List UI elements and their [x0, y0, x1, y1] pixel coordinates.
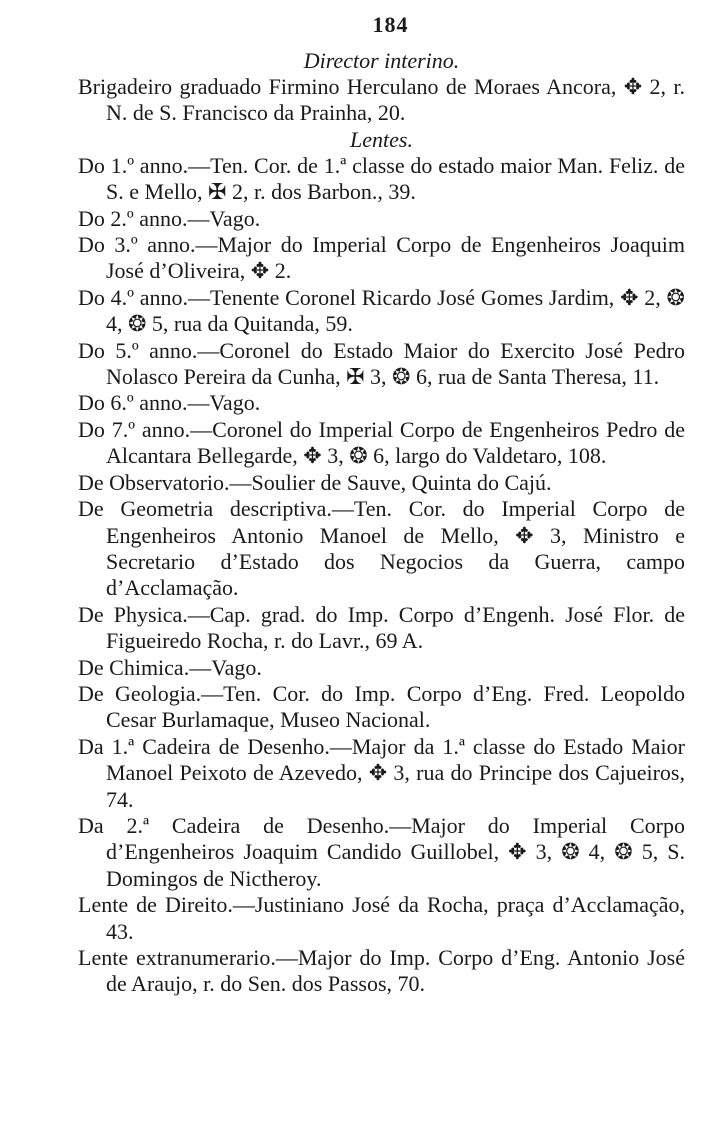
entry-desenho-2: Da 2.ª Cadeira de Desenho.—Major do Imperial Corpo d’Engenheiros Joaquim Candido Guillobel, ✥ 3, ❂ 4, ❂ 5, S. Domingos de Nictheroy.: [78, 812, 685, 891]
entry-5th-year: Do 5.º anno.—Coronel do Estado Maior do Exercito José Pedro Nolasco Pereira da Cunha, ✠ 3, ❂ 6, rua de Santa Theresa, 11.: [78, 337, 685, 390]
entry-1st-year: Do 1.º anno.—Ten. Cor. de 1.ª classe do estado maior Man. Feliz. de S. e Mello, ✠ 2, r. dos Barbon., 39.: [78, 152, 685, 205]
entry-physica: De Physica.—Cap. grad. do Imp. Corpo d’Engenh. José Flor. de Figueiredo Rocha, r. do Lavr., 69 A.: [78, 601, 685, 654]
director-heading: Director interino.: [303, 48, 460, 73]
director-entry: Brigadeiro graduado Firmino Herculano de Moraes Ancora, ✥ 2, r. N. de S. Francisco da Prainha, 20.: [78, 74, 685, 126]
entry-2nd-year: Do 2.º anno.—Vago.: [78, 205, 261, 231]
entry-7th-year: Do 7.º anno.—Coronel do Imperial Corpo de Engenheiros Pedro de Alcantara Bellegarde, ✥ 3, ❂ 6, largo do Valdetaro, 108.: [78, 416, 685, 469]
lentes-heading: Lentes.: [350, 126, 413, 152]
entry-3rd-year: Do 3.º anno.—Major do Imperial Corpo de Engenheiros Joaquim José d’Oliveira, ✥ 2.: [78, 232, 685, 284]
entry-geologia: De Geologia.—Ten. Cor. do Imp. Corpo d’Eng. Fred. Leopoldo Cesar Burlamaque, Museo Nacional.: [78, 680, 685, 733]
entry-extranumerario: Lente extranumerario.—Major do Imp. Corpo d’Eng. Antonio José de Araujo, r. do Sen. dos Passos, 70.: [78, 945, 685, 997]
entry-observatorio: De Observatorio.—Soulier de Sauve, Quinta do Cajú.: [78, 469, 552, 495]
entry-geometria: De Geometria descriptiva.—Ten. Cor. do Imperial Corpo de Engenheiros Antonio Manoel de Mello, ✥ 3, Ministro e Secretario d’Estado dos Negocios da Guerra, campo d’Acclamação.: [78, 496, 685, 601]
entry-chimica: De Chimica.—Vago.: [78, 654, 262, 680]
entry-6th-year: Do 6.º anno.—Vago.: [78, 390, 261, 416]
entry-direito: Lente de Direito.—Justiniano José da Rocha, praça d’Acclamação, 43.: [78, 892, 685, 944]
page-number: 184: [372, 12, 409, 37]
entry-desenho-1: Da 1.ª Cadeira de Desenho.—Major da 1.ª classe do Estado Maior Manoel Peixoto de Azevedo, ✥ 3, rua do Principe dos Cajueiros, 74.: [78, 733, 685, 812]
entry-4th-year: Do 4.º anno.—Tenente Coronel Ricardo José Gomes Jardim, ✥ 2, ❂ 4, ❂ 5, rua da Quitanda, 59.: [78, 284, 685, 337]
